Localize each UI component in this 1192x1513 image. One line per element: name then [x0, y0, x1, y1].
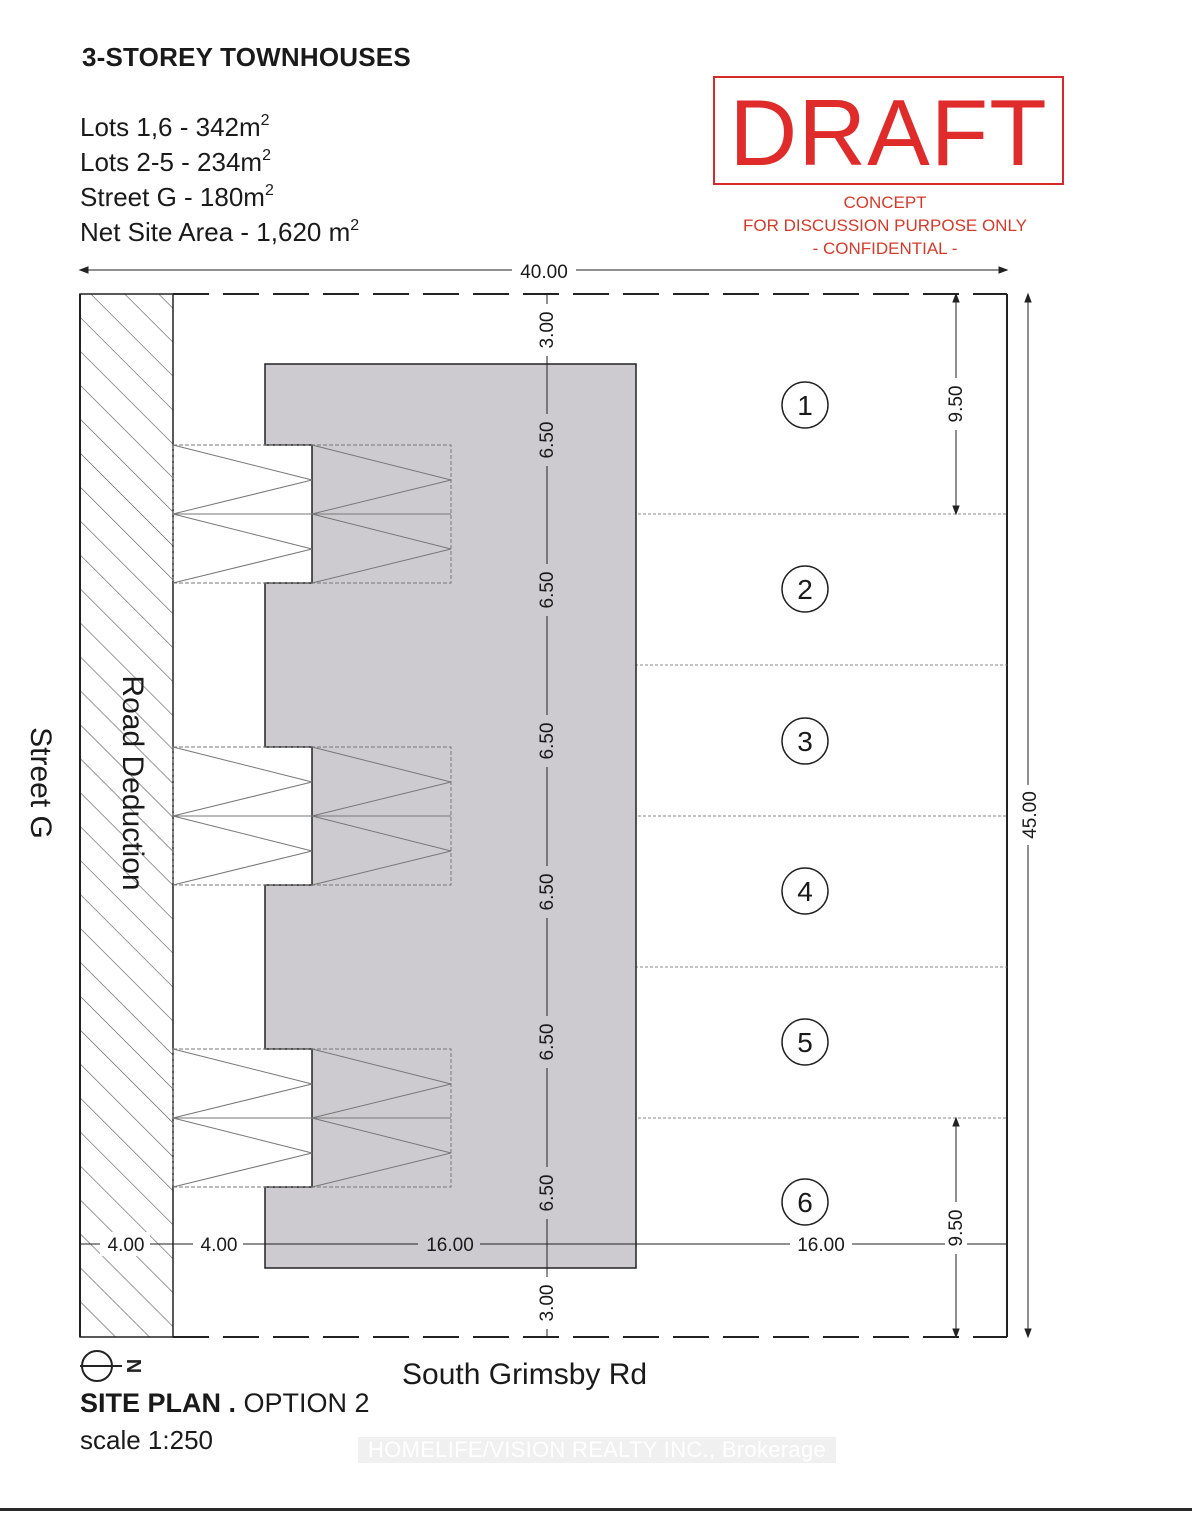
dim-front-setback: 4.00 — [200, 1235, 238, 1256]
site-plan-title: SITE PLAN . OPTION 2 — [80, 1388, 370, 1418]
north-arrow-letter: N — [124, 1358, 146, 1374]
dim-unit-2: 6.50 — [537, 571, 558, 609]
lot-number-6: 6 — [797, 1187, 813, 1218]
area-row-street-g: Street G - $180m^2$ — [80, 182, 274, 212]
lot-markers — [782, 382, 828, 1225]
dim-unit-3: 6.50 — [537, 722, 558, 760]
draft-stamp: DRAFT — [713, 76, 1064, 185]
dim-road-deduction: 4.00 — [107, 1235, 145, 1256]
dim-unit-4: 6.50 — [537, 873, 558, 911]
area-row-lots-2-5: Lots $2-5 - 234m^2$ — [80, 147, 271, 177]
dim-total-depth: 45.00 — [1020, 791, 1041, 839]
street-g-label: Street G — [24, 727, 57, 839]
brokerage-watermark: HOMELIFE/VISION REALTY INC., Brokerage — [358, 1437, 836, 1463]
north-arrow-icon — [80, 1351, 122, 1381]
scale-label: scale 1:250 — [80, 1425, 213, 1455]
lot-number-2: 2 — [797, 574, 813, 605]
draft-note-line-3: - CONFIDENTIAL - — [812, 239, 958, 258]
dim-top-setback: 3.00 — [537, 311, 558, 349]
dim-unit-6: 6.50 — [537, 1174, 558, 1212]
bottom-rule — [0, 1508, 1192, 1511]
drawing-title: 3-STOREY TOWNHOUSES — [82, 42, 411, 72]
area-row-net-site: Net Site Area - 1,620 $m^2$ — [80, 217, 360, 247]
draft-note-line-2: FOR DISCUSSION PURPOSE ONLY — [742, 216, 1027, 235]
lot-number-1: 1 — [797, 390, 813, 421]
dim-total-width: 40.00 — [520, 262, 568, 283]
draft-note-line-1: CONCEPT — [843, 193, 927, 212]
dim-unit-5: 6.50 — [537, 1023, 558, 1061]
lot-number-4: 4 — [797, 876, 813, 907]
lot-number-5: 5 — [797, 1027, 813, 1058]
road-deduction-label: Road Deduction — [116, 675, 149, 891]
dim-unit-1: 6.50 — [537, 421, 558, 459]
area-row-lots-1-6: Lots $1,6 - 342m^2$ — [80, 112, 270, 142]
south-grimsby-rd-label: South Grimsby Rd — [402, 1358, 648, 1391]
dim-bottom-setback: 3.00 — [537, 1284, 558, 1322]
dim-side-top: 9.50 — [946, 385, 967, 423]
lot-number-3: 3 — [797, 726, 813, 757]
dim-rear-yard: 16.00 — [797, 1235, 845, 1256]
dim-side-bottom: 9.50 — [946, 1209, 967, 1247]
dim-building-depth: 16.00 — [426, 1235, 474, 1256]
